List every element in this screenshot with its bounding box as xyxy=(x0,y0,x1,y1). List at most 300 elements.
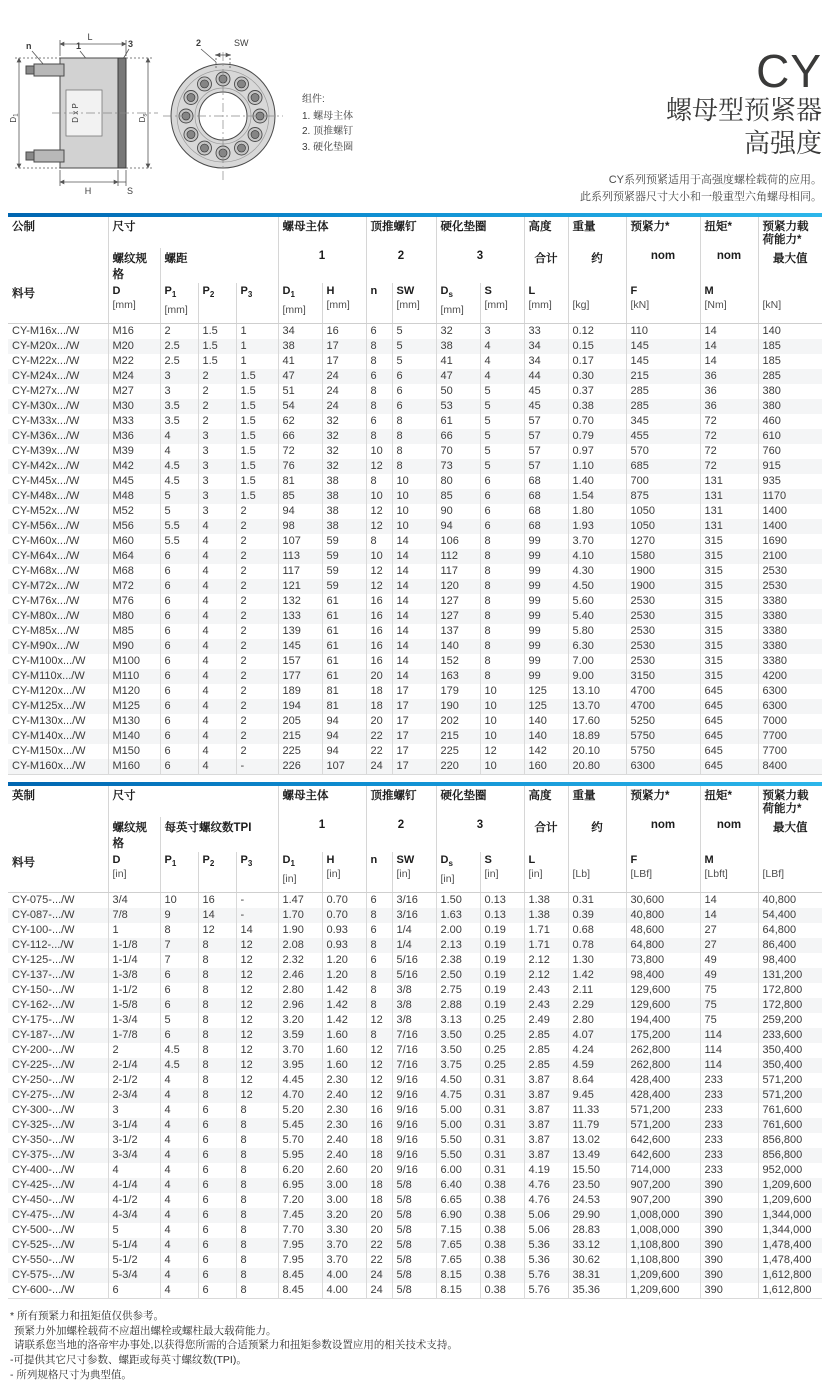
value-cell: 6 xyxy=(198,1223,236,1238)
group-header: 尺寸 xyxy=(108,786,278,817)
part-number-cell: CY-M33x.../W xyxy=(12,415,80,428)
value-cell: 99 xyxy=(524,579,568,594)
value-cell: 28.83 xyxy=(568,1223,626,1238)
value-cell: 5-3/4 xyxy=(108,1268,160,1283)
value-cell: 14 xyxy=(236,923,278,938)
value-cell: 4.5 xyxy=(160,474,198,489)
value-cell: 1.5 xyxy=(198,354,236,369)
value-cell: 1.20 xyxy=(322,953,366,968)
value-cell: 33 xyxy=(524,323,568,339)
part-number-cell: CY-M150x.../W xyxy=(12,745,86,758)
value-cell: 9/16 xyxy=(392,1133,436,1148)
value-cell: 9/16 xyxy=(392,1163,436,1178)
value-cell: 20 xyxy=(366,1208,392,1223)
value-cell: 6 xyxy=(198,1118,236,1133)
value-cell: 4 xyxy=(198,654,236,669)
value-cell: 1.5 xyxy=(236,384,278,399)
subgroup-header-row xyxy=(8,248,822,283)
part-number-cell: CY-M20x.../W xyxy=(12,340,80,353)
value-cell: 22 xyxy=(366,729,392,744)
value-cell: 6 xyxy=(160,564,198,579)
value-cell: 3 xyxy=(480,323,524,339)
value-cell: 11.79 xyxy=(568,1118,626,1133)
value-cell: 12 xyxy=(236,1028,278,1043)
value-cell: 5 xyxy=(480,444,524,459)
table-row xyxy=(8,684,822,699)
value-cell: 215 xyxy=(278,729,322,744)
value-cell: 0.17 xyxy=(568,354,626,369)
value-cell: 4-1/2 xyxy=(108,1193,160,1208)
value-cell: 0.38 xyxy=(480,1223,524,1238)
value-cell: M56 xyxy=(108,519,160,534)
subgroup-header-row xyxy=(8,817,822,852)
value-cell: 215 xyxy=(626,369,700,384)
group-header: 重量 xyxy=(568,217,626,248)
value-cell: 140 xyxy=(436,639,480,654)
value-cell: 177 xyxy=(278,669,322,684)
value-cell: 190 xyxy=(436,699,480,714)
value-cell: 390 xyxy=(700,1178,758,1193)
value-cell: 390 xyxy=(700,1238,758,1253)
value-cell: 285 xyxy=(626,399,700,414)
value-cell: 645 xyxy=(700,744,758,759)
table-row xyxy=(8,474,822,489)
value-cell: 1,209,600 xyxy=(626,1268,700,1283)
value-cell: 125 xyxy=(524,684,568,699)
value-cell: 1.90 xyxy=(278,923,322,938)
value-cell: 121 xyxy=(278,579,322,594)
value-cell: 2.85 xyxy=(524,1028,568,1043)
dim-label-SW: SW xyxy=(234,38,249,48)
value-cell: 32 xyxy=(322,459,366,474)
value-cell: 350,400 xyxy=(758,1043,822,1058)
value-cell: 131 xyxy=(700,504,758,519)
value-cell: 4 xyxy=(160,1133,198,1148)
value-cell: 6 xyxy=(108,1283,160,1299)
part-number-cell: CY-M110x.../W xyxy=(12,670,85,683)
value-cell: 1-7/8 xyxy=(108,1028,160,1043)
value-cell: 12 xyxy=(366,564,392,579)
group-header: 预紧力* xyxy=(626,217,700,248)
value-cell: 8 xyxy=(480,639,524,654)
value-cell: 35.36 xyxy=(568,1283,626,1299)
value-cell: 3 xyxy=(198,504,236,519)
value-cell: 6 xyxy=(160,684,198,699)
dim-label-L: L xyxy=(87,32,93,42)
value-cell: 7/8 xyxy=(108,908,160,923)
value-cell: 4 xyxy=(160,1268,198,1283)
group-header: 高度 xyxy=(524,786,568,817)
value-cell: 16 xyxy=(366,609,392,624)
value-cell: 75 xyxy=(700,1013,758,1028)
value-cell: 137 xyxy=(436,624,480,639)
column-header: $D_s$ [in] xyxy=(436,852,480,892)
value-cell: 61 xyxy=(322,624,366,639)
value-cell: 131 xyxy=(700,474,758,489)
part-number-cell: CY-M85x.../W xyxy=(12,625,80,638)
value-cell: 0.79 xyxy=(568,429,626,444)
value-cell: 24.53 xyxy=(568,1193,626,1208)
value-cell: 64,800 xyxy=(626,938,700,953)
value-cell: 0.70 xyxy=(322,908,366,923)
value-cell: 3.70 xyxy=(278,1043,322,1058)
value-cell: 4 xyxy=(198,714,236,729)
value-cell: 9 xyxy=(160,908,198,923)
value-cell: 3.50 xyxy=(436,1028,480,1043)
value-cell: 5.5 xyxy=(160,534,198,549)
value-cell: 8 xyxy=(392,444,436,459)
value-cell: 8 xyxy=(198,983,236,998)
value-cell: 145 xyxy=(626,339,700,354)
value-cell: 4 xyxy=(160,1238,198,1253)
value-cell: 49 xyxy=(700,968,758,983)
value-cell: 2 xyxy=(236,669,278,684)
value-cell: 90 xyxy=(436,504,480,519)
value-cell: 5.76 xyxy=(524,1283,568,1299)
table-row xyxy=(8,519,822,534)
value-cell: 2 xyxy=(236,579,278,594)
column-header: S [in] xyxy=(480,852,524,892)
value-cell: 4 xyxy=(480,339,524,354)
value-cell: 16 xyxy=(366,1118,392,1133)
value-cell: 1.5 xyxy=(198,323,236,339)
value-cell: 194,400 xyxy=(626,1013,700,1028)
value-cell: 10 xyxy=(480,684,524,699)
table-row xyxy=(8,369,822,384)
value-cell: 700 xyxy=(626,474,700,489)
value-cell: 2.12 xyxy=(524,953,568,968)
value-cell: 16 xyxy=(366,624,392,639)
value-cell: 390 xyxy=(700,1268,758,1283)
part-number-cell: CY-M52x.../W xyxy=(12,505,80,518)
part-number-cell: CY-M45x.../W xyxy=(12,475,80,488)
value-cell: 3.70 xyxy=(568,534,626,549)
subgroup-header: 最大值 xyxy=(758,248,822,283)
value-cell: 4 xyxy=(160,444,198,459)
value-cell: 99 xyxy=(524,669,568,684)
part-number-cell: CY-M90x.../W xyxy=(12,640,80,653)
value-cell: 36 xyxy=(700,369,758,384)
value-cell: 4 xyxy=(160,1088,198,1103)
value-cell: 8 xyxy=(366,399,392,414)
value-cell: - xyxy=(236,892,278,908)
value-cell: 3.87 xyxy=(524,1133,568,1148)
value-cell: 1690 xyxy=(758,534,822,549)
value-cell: 76 xyxy=(278,459,322,474)
part-number-cell: CY-425-.../W xyxy=(12,1179,75,1192)
value-cell: 0.19 xyxy=(480,923,524,938)
column-header: $P_1$ xyxy=(160,852,198,892)
value-cell: 16 xyxy=(198,892,236,908)
group-header: 扭矩* xyxy=(700,786,758,817)
value-cell: 6 xyxy=(160,579,198,594)
value-cell: 6 xyxy=(160,983,198,998)
value-cell: 3.5 xyxy=(160,399,198,414)
value-cell: 761,600 xyxy=(758,1118,822,1133)
value-cell: 315 xyxy=(700,609,758,624)
subgroup-header: nom xyxy=(700,817,758,852)
value-cell: 5.45 xyxy=(278,1118,322,1133)
value-cell: 4.07 xyxy=(568,1028,626,1043)
value-cell: 17 xyxy=(322,339,366,354)
column-header: n xyxy=(366,283,392,323)
value-cell: 6 xyxy=(480,474,524,489)
value-cell: 5.06 xyxy=(524,1208,568,1223)
value-cell: 11.33 xyxy=(568,1103,626,1118)
column-header: $D_s$ [mm] xyxy=(436,283,480,323)
value-cell: 12 xyxy=(366,459,392,474)
value-cell: 0.19 xyxy=(480,938,524,953)
value-cell: M160 xyxy=(108,759,160,775)
value-cell: 5250 xyxy=(626,714,700,729)
value-cell: 7 xyxy=(160,953,198,968)
value-cell: 6 xyxy=(366,323,392,339)
group-header: 顶推螺钉 xyxy=(366,217,436,248)
value-cell: 6 xyxy=(480,519,524,534)
value-cell: 29.90 xyxy=(568,1208,626,1223)
value-cell: 1.63 xyxy=(436,908,480,923)
subgroup-header: 每英寸螺纹数TPI xyxy=(160,817,278,852)
value-cell: 2.38 xyxy=(436,953,480,968)
value-cell: 571,200 xyxy=(626,1103,700,1118)
value-cell: 4 xyxy=(198,594,236,609)
value-cell: 0.38 xyxy=(480,1178,524,1193)
value-cell: 81 xyxy=(322,699,366,714)
value-cell: 1 xyxy=(236,354,278,369)
value-cell: 0.12 xyxy=(568,323,626,339)
value-cell: 12 xyxy=(198,923,236,938)
value-cell: 2530 xyxy=(626,624,700,639)
value-cell: 1900 xyxy=(626,564,700,579)
value-cell: 68 xyxy=(524,489,568,504)
value-cell: 1400 xyxy=(758,519,822,534)
value-cell: 0.38 xyxy=(480,1193,524,1208)
table-row xyxy=(8,1058,822,1073)
value-cell: 1/4 xyxy=(392,938,436,953)
value-cell: 6 xyxy=(160,549,198,564)
value-cell: 460 xyxy=(758,414,822,429)
value-cell: 24 xyxy=(322,369,366,384)
value-cell: 6 xyxy=(198,1133,236,1148)
value-cell: 8 xyxy=(198,1088,236,1103)
value-cell: 7 xyxy=(160,938,198,953)
value-cell: 32 xyxy=(436,323,480,339)
value-cell: 315 xyxy=(700,639,758,654)
value-cell: 6 xyxy=(480,489,524,504)
value-cell: 8 xyxy=(480,609,524,624)
value-cell: 68 xyxy=(524,474,568,489)
value-cell: 94 xyxy=(322,729,366,744)
value-cell: 10 xyxy=(392,474,436,489)
part-number-cell: CY-M140x.../W xyxy=(12,730,86,743)
value-cell: 5 xyxy=(480,399,524,414)
table-row xyxy=(8,459,822,474)
value-cell: 0.31 xyxy=(480,1103,524,1118)
group-header: 高度 xyxy=(524,217,568,248)
value-cell: 2 xyxy=(236,519,278,534)
part-label-1: 1 xyxy=(76,41,82,51)
value-cell: 49 xyxy=(700,953,758,968)
value-cell: M27 xyxy=(108,384,160,399)
value-cell: 1,108,800 xyxy=(626,1253,700,1268)
value-cell: 1.38 xyxy=(524,892,568,908)
table-row xyxy=(8,983,822,998)
value-cell: 8 xyxy=(366,354,392,369)
value-cell: 17 xyxy=(392,759,436,775)
value-cell: 157 xyxy=(278,654,322,669)
value-cell: 22 xyxy=(366,1253,392,1268)
part-number-cell: CY-250-.../W xyxy=(12,1074,75,1087)
value-cell: 12 xyxy=(236,1073,278,1088)
value-cell: 4 xyxy=(160,1118,198,1133)
value-cell: 2.40 xyxy=(322,1148,366,1163)
table-row xyxy=(8,564,822,579)
value-cell: 3.87 xyxy=(524,1073,568,1088)
value-cell: 0.39 xyxy=(568,908,626,923)
value-cell: 1050 xyxy=(626,504,700,519)
group-header: 预紧力载荷能力* xyxy=(758,786,822,817)
part-number-cell: CY-M64x.../W xyxy=(12,550,80,563)
value-cell: 3380 xyxy=(758,624,822,639)
value-cell: 1.42 xyxy=(322,1013,366,1028)
value-cell: 4.76 xyxy=(524,1193,568,1208)
table-row xyxy=(8,339,822,354)
value-cell: 1900 xyxy=(626,579,700,594)
table-row xyxy=(8,1073,822,1088)
value-cell: M90 xyxy=(108,639,160,654)
value-cell: 3.00 xyxy=(322,1178,366,1193)
value-cell: 17 xyxy=(322,354,366,369)
value-cell: 0.31 xyxy=(480,1118,524,1133)
column-header: F [LBf] xyxy=(626,852,700,892)
value-cell: - xyxy=(236,908,278,923)
value-cell: 1.20 xyxy=(322,968,366,983)
value-cell: 3 xyxy=(198,429,236,444)
value-cell: 2.46 xyxy=(278,968,322,983)
value-cell: 2.30 xyxy=(322,1073,366,1088)
value-cell: 2.75 xyxy=(436,983,480,998)
table-row xyxy=(8,429,822,444)
group-header-row xyxy=(8,217,822,248)
table-row xyxy=(8,594,822,609)
value-cell: 14 xyxy=(392,594,436,609)
group-header: 预紧力载荷能力* xyxy=(758,217,822,248)
column-header: D [in] xyxy=(108,852,160,892)
value-cell: 9/16 xyxy=(392,1148,436,1163)
value-cell: 0.25 xyxy=(480,1058,524,1073)
value-cell: 8 xyxy=(480,579,524,594)
value-cell: 81 xyxy=(278,474,322,489)
value-cell: 233 xyxy=(700,1133,758,1148)
value-cell: 6.95 xyxy=(278,1178,322,1193)
value-cell: 3380 xyxy=(758,594,822,609)
value-cell: 145 xyxy=(278,639,322,654)
value-cell: 99 xyxy=(524,564,568,579)
value-cell: 114 xyxy=(700,1028,758,1043)
value-cell: 38 xyxy=(322,474,366,489)
value-cell: 6 xyxy=(160,609,198,624)
value-cell: 22 xyxy=(366,744,392,759)
value-cell: 32 xyxy=(322,414,366,429)
value-cell: 59 xyxy=(322,564,366,579)
value-cell: 2 xyxy=(236,609,278,624)
value-cell: 6.30 xyxy=(568,639,626,654)
value-cell: 2530 xyxy=(626,594,700,609)
value-cell: 6 xyxy=(366,953,392,968)
column-header: $P_2$ xyxy=(198,283,236,323)
value-cell: 66 xyxy=(278,429,322,444)
value-cell: 1.50 xyxy=(436,892,480,908)
value-cell: 9/16 xyxy=(392,1118,436,1133)
footnotes xyxy=(10,1309,830,1382)
subgroup-header: 螺纹规格 xyxy=(108,817,160,852)
value-cell: 5 xyxy=(480,429,524,444)
value-cell: 3380 xyxy=(758,639,822,654)
value-cell: 390 xyxy=(700,1253,758,1268)
value-cell: 3 xyxy=(160,369,198,384)
group-header: 扭矩* xyxy=(700,217,758,248)
value-cell: 3/4 xyxy=(108,892,160,908)
value-cell: 390 xyxy=(700,1283,758,1299)
value-cell: M33 xyxy=(108,414,160,429)
value-cell: 8 xyxy=(236,1148,278,1163)
value-cell: 5 xyxy=(160,504,198,519)
value-cell: 1.47 xyxy=(278,892,322,908)
value-cell: 8 xyxy=(366,429,392,444)
value-cell: 8 xyxy=(366,983,392,998)
value-cell: 18 xyxy=(366,1133,392,1148)
value-cell: 99 xyxy=(524,639,568,654)
value-cell: 6 xyxy=(198,1178,236,1193)
table-row xyxy=(8,1028,822,1043)
value-cell: 16 xyxy=(322,323,366,339)
value-cell: 3 xyxy=(198,474,236,489)
value-cell: 6 xyxy=(198,1268,236,1283)
value-cell: M60 xyxy=(108,534,160,549)
value-cell: 5/8 xyxy=(392,1223,436,1238)
value-cell: 4.5 xyxy=(160,1043,198,1058)
value-cell: 57 xyxy=(524,414,568,429)
value-cell: 6 xyxy=(198,1148,236,1163)
value-cell: 4 xyxy=(160,1193,198,1208)
group-header: 尺寸 xyxy=(108,217,278,248)
value-cell: 0.37 xyxy=(568,384,626,399)
value-cell: 17 xyxy=(392,684,436,699)
value-cell: 17 xyxy=(392,714,436,729)
value-cell: 3 xyxy=(160,384,198,399)
value-cell: 127 xyxy=(436,609,480,624)
value-cell: 5.36 xyxy=(524,1238,568,1253)
value-cell: 1.93 xyxy=(568,519,626,534)
value-cell: 350,400 xyxy=(758,1058,822,1073)
value-cell: 428,400 xyxy=(626,1073,700,1088)
value-cell: 1.5 xyxy=(236,414,278,429)
part-number-cell: CY-137-.../W xyxy=(12,969,75,982)
value-cell: 9/16 xyxy=(392,1088,436,1103)
value-cell: 13.49 xyxy=(568,1148,626,1163)
value-cell: 2100 xyxy=(758,549,822,564)
table-row xyxy=(8,1163,822,1178)
subgroup-header: 合计 xyxy=(524,817,568,852)
value-cell: 2530 xyxy=(626,654,700,669)
value-cell: 2.85 xyxy=(524,1043,568,1058)
value-cell: 8 xyxy=(366,1028,392,1043)
value-cell: M85 xyxy=(108,624,160,639)
group-header: 硬化垫圈 xyxy=(436,786,524,817)
value-cell: 140 xyxy=(524,729,568,744)
value-cell: 5/8 xyxy=(392,1268,436,1283)
value-cell: 8.45 xyxy=(278,1268,322,1283)
